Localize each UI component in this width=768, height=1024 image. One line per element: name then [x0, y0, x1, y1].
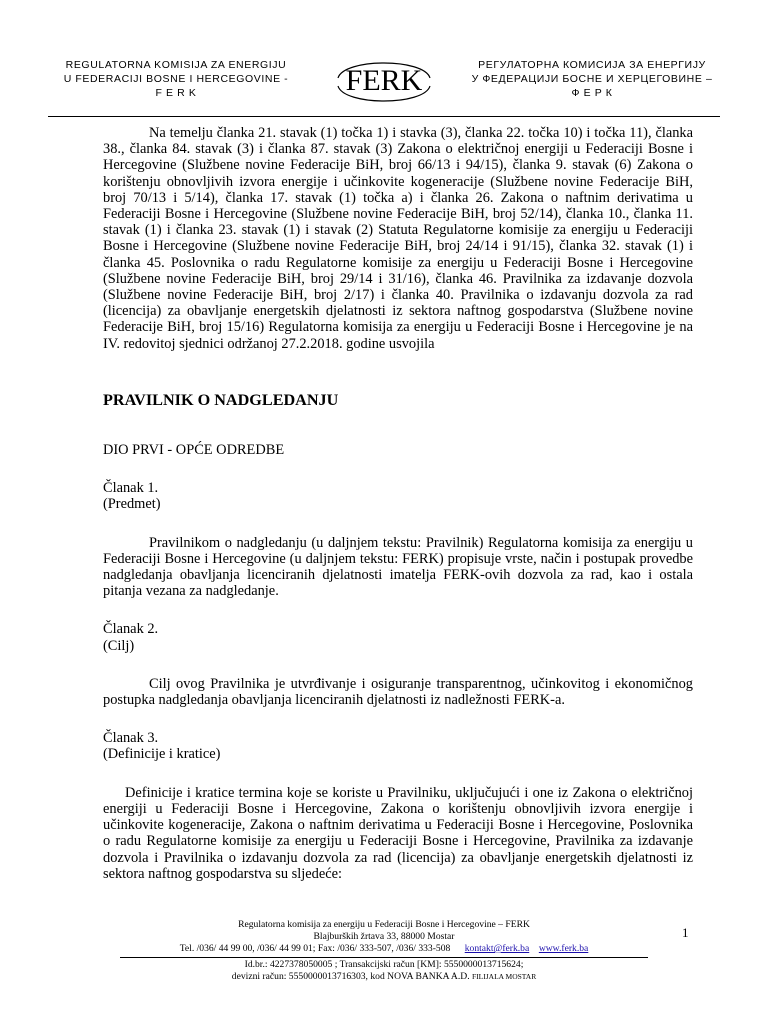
letterhead-cyrillic	[464, 58, 720, 100]
footer-org-name: Regulatorna komisija za energiju u Federaciji Bosne i Hercegovine – FERK	[238, 919, 530, 930]
document-title: PRAVILNIK O NADGLEDANJU	[103, 390, 339, 409]
preamble-paragraph: Na temelju članka 21. stavak (1) točka 1) i stavka (3), članka 22. točka 10) i točka 11), članka 38., članka 84. stavak (3) i članka 87. stavak (3) Zakona o električnoj energiji u Federaciji Bosne i Hercegovine (Službene novine Federacije BiH, broj 66/13 i 94/15), članka 9. stavak (6) Zakona o korištenju obnovljivih izvora energije i učinkovite kogeneracije (Službene novine Federacije BiH, broj 70/13 i 5/14), članka 17. stavak (1) točka a) i članka 26. Zakona o naftnim derivatima u Federaciji Bosne i Hercegovine (Službene novine Federacije BiH, broj 52/14), članka 10., članka 11. stavak (1) i članka 23. stavak (1) i stavak (2) Statuta Regulatorne komisije za energiju u Federaciji Bosne i Hercegovine (Službene novine Federacije BiH, broj 24/14 i 91/15), članka 32. stavak (1) i članka 45. Poslovnika o radu Regulatorne komisije za energiju u Federaciji Bosne i Hercegovine (Službene novine Federacije BiH, broj 29/14 i 31/16), članka 46. Pravilnika za izdavanje dozvola (Službene novine Federacije BiH, broj 2/17) i članka 40. Pravilnika o izdavanju dozvola za rad (licencija) za obavljanje energetskih djelatnosti iz sektora naftnog gospodarstva (Službene novine Federacije BiH, broj 15/16) Regulatorna komisija za energiju u Federaciji Bosne i Hercegovine je na IV. redovitoj sjednici održanoj 27.2.2018. godine usvojila	[103, 125, 693, 352]
letterhead-cyrillic-line: Ф Е Р К	[571, 87, 613, 99]
letterhead	[48, 52, 720, 114]
article-number: Članak 2.	[103, 621, 159, 638]
footer-branch: FILIJALA MOSTAR	[472, 972, 537, 981]
letterhead-latin-line: U FEDERACIJI BOSNE I HERCEGOVINE -	[63, 73, 289, 85]
article-subject: (Cilj)	[103, 637, 135, 654]
footer-website-link[interactable]: www.ferk.ba	[538, 943, 589, 954]
footer-foreign-account: devizni račun: 5550000013716303, kod NOVA BANKA A.D.	[231, 971, 470, 982]
letterhead-latin-line: F E R K	[155, 87, 197, 99]
part-heading: DIO PRVI - OPĆE ODREDBE	[103, 442, 285, 459]
article-subject: (Definicije i kratice)	[103, 746, 221, 763]
logo-text: FERK	[345, 64, 423, 97]
footer-bank-account	[120, 971, 648, 983]
letterhead-cyrillic-line: У ФЕДЕРАЦИЈИ БОСНЕ И ХЕРЦЕГОВИНЕ –	[471, 73, 713, 85]
header-divider	[48, 116, 720, 117]
footer-email-link[interactable]: kontakt@ferk.ba	[464, 943, 530, 954]
ferk-logo	[324, 52, 444, 110]
article-number: Članak 3.	[103, 730, 159, 747]
footer-contact	[120, 943, 648, 955]
article-heading	[103, 621, 693, 653]
article-text: Cilj ovog Pravilnika je utvrđivanje i osiguranje transparentnog, učinkovitog i ekonomičnog postupka nadgledanja obavljanja licenciranih djelatnosti iz nadležnosti FERK-a.	[103, 675, 693, 709]
letterhead-latin	[48, 58, 304, 100]
page-footer	[120, 919, 648, 983]
article-subject: (Predmet)	[103, 496, 161, 513]
letterhead-latin-line: REGULATORNA KOMISIJA ZA ENERGIJU	[65, 59, 287, 71]
article-number: Članak 1.	[103, 480, 159, 497]
footer-bank-ids: Id.br.: 4227378050005 ; Transakcijski račun [KM]: 5550000013715624;	[244, 959, 524, 970]
article-text: Definicije i kratice termina koje se koriste u Pravilniku, uključujući i one iz Zakona o električnoj energiji u Federaciji Bosne i Hercegovine, Zakona o korištenju obnovljivih izvora energije i učinkovite kogeneracije, Zakona o naftnim derivatima u Federaciji Bosne i Hercegovine, Poslovnika o radu Regulatorne komisije za energiju u Federaciji Bosne i Hercegovine, Pravilnika za izdavanje dozvola i Pravilnika o izdavanju dozvola za rad (licencija) za obavljanje energetskih djelatnosti iz sektora naftnog gospodarstva su sljedeće:	[103, 784, 693, 882]
article-heading	[103, 480, 693, 512]
article-text: Pravilnikom o nadgledanju (u daljnjem tekstu: Pravilnik) Regulatorna komisija za energiju u Federaciji Bosne i Hercegovine (u daljnjem tekstu: FERK) propisuje vrste, način i postupak provedbe nadgledanja obavljanja licenciranih djelatnosti imatelja FERK-ovih dozvola za rad, kao i ostala pitanja vezana za nadgledanje.	[103, 534, 693, 600]
footer-phone-fax: Tel. /036/ 44 99 00, /036/ 44 99 01; Fax: /036/ 333-507, /036/ 333-508	[179, 943, 451, 954]
article-heading	[103, 730, 693, 762]
footer-address: Blajburških žrtava 33, 88000 Mostar	[313, 931, 455, 942]
footer-divider	[120, 957, 648, 958]
letterhead-cyrillic-line: РЕГУЛАТОРНА КОМИСИЈА ЗА ЕНЕРГИЈУ	[478, 59, 706, 71]
document-body	[103, 125, 693, 882]
page-number: 1	[682, 925, 689, 940]
